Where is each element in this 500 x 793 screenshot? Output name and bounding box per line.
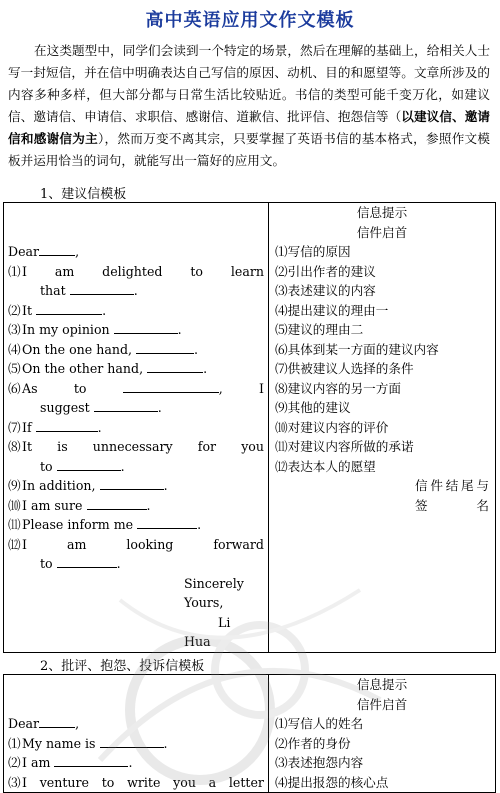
template-line-12: ⑿ I am looking forward [8, 536, 264, 552]
intro-paragraph [8, 40, 490, 172]
intro-text-2: ），然而万变不离其宗，只要掌握了英语书信的基本格式，参照作文模板并运用恰当的词句，就能写出一篇好的应用文。 [8, 131, 490, 168]
letter-template-column [4, 675, 269, 793]
section-heading-suggestion: 1、建议信模板 [40, 187, 127, 202]
page-title: 高中英语应用文作文模板 [145, 10, 355, 31]
letter-end-label: 信件结尾与签名 [415, 478, 489, 513]
hint-item: ⑸建议的理由二 [275, 322, 364, 337]
letter-start-label: 信件启首 [356, 224, 408, 240]
template-line-5: ⑸ On the other hand, . [8, 361, 208, 376]
salutation: Dear , [8, 244, 80, 259]
template-line-4: ⑷ On the one hand, . [8, 341, 199, 357]
hint-item: ⑽对建议内容的评价 [275, 419, 389, 435]
suggestion-letter-template-table [3, 202, 496, 653]
hint-item: ⑶表述抱怨内容 [275, 755, 364, 770]
hint-item: ⑵作者的身份 [275, 735, 351, 751]
letter-start-label: 信件启首 [356, 696, 408, 712]
hint-item: ⑶表述建议的内容 [275, 283, 376, 298]
hint-item: ⑿表达本人的愿望 [275, 458, 376, 474]
hint-item: ⑾对建议内容所做的承诺 [275, 439, 414, 454]
template-line-7: ⑺ If . [8, 419, 102, 435]
closing-yours: Yours, [184, 595, 224, 610]
hint-item: ⑴写信的原因 [275, 244, 351, 259]
template-line-3: ⑶ I venture to write you a letter [8, 774, 264, 790]
complaint-letter-template-table [3, 674, 496, 793]
template-line-9: ⑼ In addition, . [8, 478, 168, 493]
hint-item: ⑻建议内容的另一方面 [275, 380, 401, 396]
closing-li: Li [218, 614, 231, 630]
template-line-10: ⑽ I am sure . [8, 497, 151, 513]
letter-template-column: Dear , ⑴ I am delighted to learn that . ⑵ It . ⑶ In my opinion . ⑷ On the one hand, . ⑸ On the other hand, . ⑹ As to , I suggest . ⑺ If . ⑻ It is unnecessary for you to . ⑼ In addition, . ⑽ I am sure . ⑾ Please inform me . ⑿ I am looking forward to . Sincerely Yours, Li Hua [4, 203, 269, 653]
template-line-11: ⑾ Please inform me . [8, 517, 202, 532]
template-line-6: ⑹ As to , I [8, 380, 264, 396]
template-line-1: ⑴ My name is . [8, 735, 168, 751]
hint-item: ⑷提出报怨的核心点 [275, 774, 389, 790]
intro-bold-text: 以建议信、邀请信和感谢信为主 [8, 109, 491, 146]
info-hint-column [269, 675, 496, 793]
info-hint-column [269, 203, 496, 653]
hint-heading: 信息提示 [356, 677, 408, 692]
hint-item: ⑺供被建议人选择的条件 [275, 361, 414, 376]
salutation: Dear , [8, 716, 80, 731]
closing-hua: Hua [184, 634, 211, 649]
hint-item: ⑴写信人的姓名 [275, 716, 364, 731]
template-line-8: ⑻ It is unnecessary for you [8, 439, 264, 454]
hint-item: ⑷提出建议的理由一 [275, 302, 389, 318]
intro-text-1: 在这类题型中，同学们会读到一个特定的场景，然后在理解的基础上，给相关人士写一封短信，并在信中明确表达自己写信的原因、动机、目的和愿望等。文章所涉及的内容多种多样，但大部分都与日常生活比较贴近。书信的类型可能千变万化，如建议信、邀请信、申请信、求职信、感谢信、道歉信、批评信、抱怨信等（ [8, 43, 490, 124]
template-line-3: ⑶ In my opinion . [8, 322, 182, 337]
closing-sincerely: Sincerely [184, 575, 244, 591]
hint-item: ⑼其他的建议 [275, 400, 351, 415]
template-line-1: ⑴ I am delighted to learn [8, 263, 264, 279]
template-line-2: ⑵ I am . [8, 755, 133, 770]
hint-heading: 信息提示 [356, 205, 408, 220]
section-heading-complaint: 2、批评、抱怨、投诉信模板 [40, 659, 205, 674]
hint-item: ⑵引出作者的建议 [275, 263, 376, 279]
template-line-2: ⑵ It . [8, 302, 107, 318]
hint-item: ⑹具体到某一方面的建议内容 [275, 341, 439, 357]
